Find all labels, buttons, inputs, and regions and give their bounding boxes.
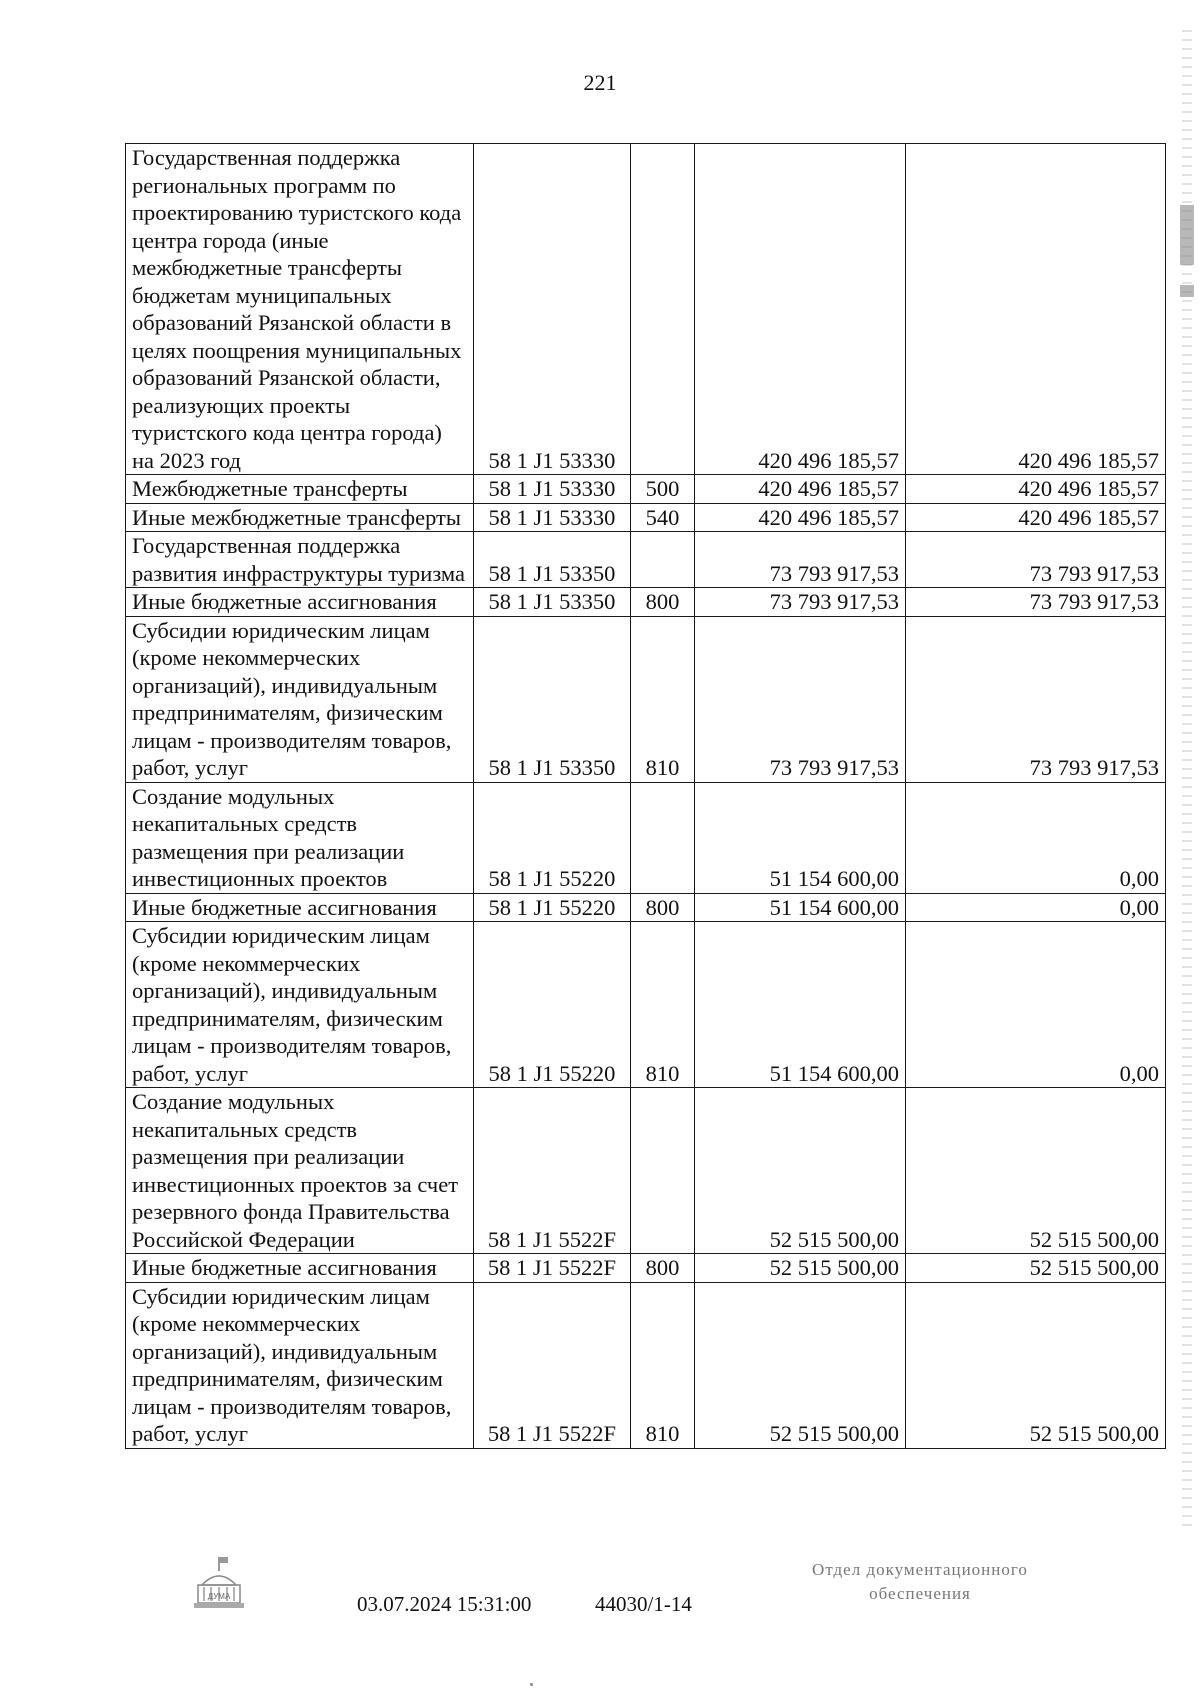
table-row — [126, 1088, 1166, 1254]
scan-mark — [1180, 205, 1194, 265]
row-expense-type: 810 — [631, 922, 695, 1088]
table-row — [126, 588, 1166, 617]
row-name: Субсидии юридическим лицам (кроме некоммерческих организаций), индивидуальным предпринимателям, физическим лицам - производителям товаров, работ, услуг — [126, 616, 474, 782]
page-number: 221 — [583, 70, 617, 95]
row-amount-2: 0,00 — [906, 893, 1166, 922]
row-name: Создание модульных некапитальных средств размещения при реализации инвестиционных проектов — [126, 782, 474, 893]
row-code: 58 1 J1 53330 — [474, 503, 631, 532]
row-amount-1: 51 154 600,00 — [695, 893, 906, 922]
footer-doc-number: 44030/1-14 — [595, 1592, 692, 1616]
table-row — [126, 144, 1166, 475]
row-amount-2: 73 793 917,53 — [906, 616, 1166, 782]
row-code: 58 1 J1 53350 — [474, 532, 631, 588]
row-code: 58 1 J1 55220 — [474, 893, 631, 922]
row-code: 58 1 J1 53330 — [474, 475, 631, 504]
row-code: 58 1 J1 55220 — [474, 782, 631, 893]
row-code: 58 1 J1 5522F — [474, 1282, 631, 1448]
scan-dot — [530, 1683, 533, 1686]
row-name: Иные бюджетные ассигнования — [126, 1254, 474, 1283]
row-amount-1: 73 793 917,53 — [695, 616, 906, 782]
row-amount-2: 52 515 500,00 — [906, 1282, 1166, 1448]
row-amount-2: 52 515 500,00 — [906, 1254, 1166, 1283]
table-row — [126, 616, 1166, 782]
row-expense-type: 800 — [631, 588, 695, 617]
row-name: Иные бюджетные ассигнования — [126, 588, 474, 617]
emblem-text: ДУМА — [207, 1592, 231, 1601]
budget-table — [125, 143, 1166, 1449]
row-amount-2: 52 515 500,00 — [906, 1088, 1166, 1254]
table-row — [126, 475, 1166, 504]
row-expense-type — [631, 1088, 695, 1254]
row-expense-type — [631, 532, 695, 588]
row-amount-2: 0,00 — [906, 922, 1166, 1088]
row-name: Государственная поддержка региональных программ по проектированию туристского кода центра города (иные межбюджетные трансферты бюджетам муниципальных образований Рязанской области в целях поощрения муниципальных образований Рязанской области, реализующих проекты туристского кода центра города) на 2023 год — [126, 144, 474, 475]
row-code: 58 1 J1 53330 — [474, 144, 631, 475]
row-expense-type: 500 — [631, 475, 695, 504]
row-amount-1: 51 154 600,00 — [695, 922, 906, 1088]
row-expense-type — [631, 144, 695, 475]
stamp-line-2: обеспечения — [869, 1584, 971, 1603]
row-expense-type: 800 — [631, 893, 695, 922]
row-amount-1: 73 793 917,53 — [695, 588, 906, 617]
row-expense-type: 810 — [631, 1282, 695, 1448]
row-amount-1: 51 154 600,00 — [695, 782, 906, 893]
row-code: 58 1 J1 53350 — [474, 588, 631, 617]
row-name: Межбюджетные трансферты — [126, 475, 474, 504]
row-amount-1: 52 515 500,00 — [695, 1282, 906, 1448]
footer-date: 03.07.2024 15:31:00 — [357, 1592, 532, 1616]
row-amount-2: 420 496 185,57 — [906, 144, 1166, 475]
scan-mark — [1180, 285, 1194, 297]
row-name: Создание модульных некапитальных средств размещения при реализации инвестиционных проектов за счет резервного фонда Правительства Российской Федерации — [126, 1088, 474, 1254]
row-amount-1: 420 496 185,57 — [695, 503, 906, 532]
row-amount-2: 73 793 917,53 — [906, 532, 1166, 588]
table-row — [126, 893, 1166, 922]
row-amount-1: 73 793 917,53 — [695, 532, 906, 588]
row-code: 58 1 J1 53350 — [474, 616, 631, 782]
row-name: Иные бюджетные ассигнования — [126, 893, 474, 922]
row-amount-1: 420 496 185,57 — [695, 144, 906, 475]
row-amount-2: 0,00 — [906, 782, 1166, 893]
table-row — [126, 782, 1166, 893]
row-expense-type — [631, 782, 695, 893]
table-row — [126, 532, 1166, 588]
stamp-line-1: Отдел документационного — [812, 1560, 1028, 1579]
row-amount-1: 52 515 500,00 — [695, 1088, 906, 1254]
row-expense-type: 540 — [631, 503, 695, 532]
row-expense-type: 810 — [631, 616, 695, 782]
table-row — [126, 1254, 1166, 1283]
row-amount-1: 52 515 500,00 — [695, 1254, 906, 1283]
duma-emblem-icon — [190, 1555, 248, 1617]
row-amount-1: 420 496 185,57 — [695, 475, 906, 504]
table-row — [126, 503, 1166, 532]
row-code: 58 1 J1 5522F — [474, 1088, 631, 1254]
row-amount-2: 73 793 917,53 — [906, 588, 1166, 617]
row-expense-type: 800 — [631, 1254, 695, 1283]
row-code: 58 1 J1 5522F — [474, 1254, 631, 1283]
row-name: Субсидии юридическим лицам (кроме некоммерческих организаций), индивидуальным предпринимателям, физическим лицам - производителям товаров, работ, услуг — [126, 922, 474, 1088]
table-row — [126, 1282, 1166, 1448]
department-stamp — [760, 1558, 1080, 1606]
row-name: Государственная поддержка развития инфраструктуры туризма — [126, 532, 474, 588]
row-code: 58 1 J1 55220 — [474, 922, 631, 1088]
table-row — [126, 922, 1166, 1088]
row-amount-2: 420 496 185,57 — [906, 503, 1166, 532]
row-name: Иные межбюджетные трансферты — [126, 503, 474, 532]
row-amount-2: 420 496 185,57 — [906, 475, 1166, 504]
row-name: Субсидии юридическим лицам (кроме некоммерческих организаций), индивидуальным предпринимателям, физическим лицам - производителям товаров, работ, услуг — [126, 1282, 474, 1448]
